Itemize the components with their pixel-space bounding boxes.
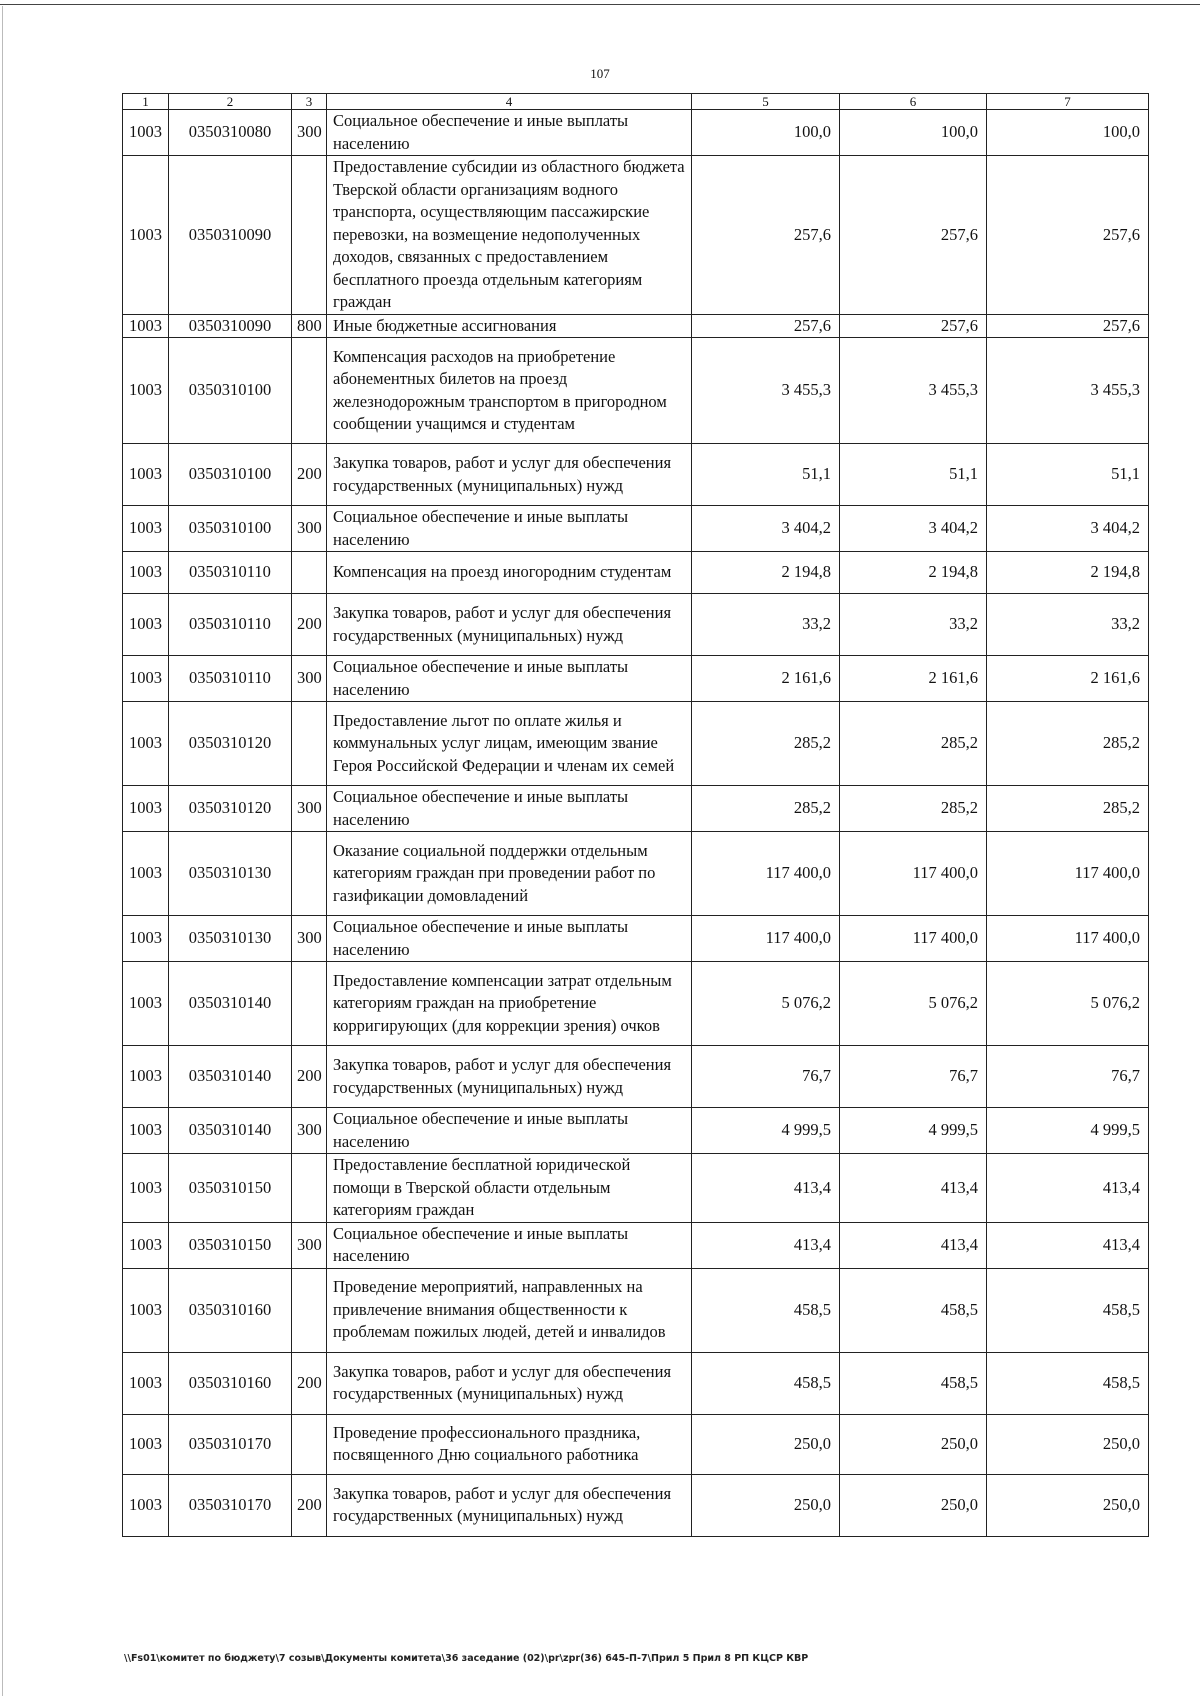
section-cell: 1003	[123, 1474, 169, 1536]
target-code-cell: 0350310130	[169, 916, 292, 962]
section-cell: 1003	[123, 552, 169, 594]
section-cell: 1003	[123, 962, 169, 1046]
amount-col6-cell: 2 161,6	[840, 656, 987, 702]
section-cell: 1003	[123, 1154, 169, 1223]
amount-col5-cell: 2 194,8	[692, 552, 840, 594]
amount-col5-cell: 100,0	[692, 110, 840, 156]
amount-col7-cell: 2 161,6	[987, 656, 1149, 702]
item-name-cell: Предоставление компенсации затрат отдельным категориям граждан на приобретение корригирующих (для коррекции зрения) очков	[327, 962, 692, 1046]
item-name-cell: Предоставление бесплатной юридической помощи в Тверской области отдельным категориям граждан	[327, 1154, 692, 1223]
item-name-cell: Иные бюджетные ассигнования	[327, 314, 692, 338]
amount-col5-cell: 257,6	[692, 156, 840, 315]
amount-col5-cell: 2 161,6	[692, 656, 840, 702]
amount-col5-cell: 458,5	[692, 1268, 840, 1352]
table-row	[123, 110, 1149, 156]
expense-type-cell	[292, 338, 327, 444]
header-row	[123, 94, 1149, 110]
expense-type-cell: 300	[292, 1222, 327, 1268]
amount-col6-cell: 413,4	[840, 1154, 987, 1223]
expense-type-cell	[292, 962, 327, 1046]
table-row	[123, 916, 1149, 962]
item-name-cell: Социальное обеспечение и иные выплаты населению	[327, 1108, 692, 1154]
table-row	[123, 1414, 1149, 1474]
section-cell: 1003	[123, 594, 169, 656]
amount-col7-cell: 3 455,3	[987, 338, 1149, 444]
target-code-cell: 0350310080	[169, 110, 292, 156]
section-cell: 1003	[123, 916, 169, 962]
table-row	[123, 1352, 1149, 1414]
table-row	[123, 1046, 1149, 1108]
amount-col6-cell: 76,7	[840, 1046, 987, 1108]
amount-col6-cell: 100,0	[840, 110, 987, 156]
header-col-2: 2	[169, 94, 292, 110]
target-code-cell: 0350310100	[169, 506, 292, 552]
target-code-cell: 0350310170	[169, 1414, 292, 1474]
item-name-cell: Компенсация на проезд иногородним студентам	[327, 552, 692, 594]
amount-col7-cell: 458,5	[987, 1268, 1149, 1352]
amount-col6-cell: 250,0	[840, 1414, 987, 1474]
amount-col5-cell: 4 999,5	[692, 1108, 840, 1154]
expense-type-cell: 300	[292, 506, 327, 552]
section-cell: 1003	[123, 314, 169, 338]
item-name-cell: Компенсация расходов на приобретение абонементных билетов на проезд железнодорожным транспортом в пригородном сообщении учащимся и студентам	[327, 338, 692, 444]
amount-col5-cell: 33,2	[692, 594, 840, 656]
header-col-7: 7	[987, 94, 1149, 110]
amount-col5-cell: 413,4	[692, 1222, 840, 1268]
target-code-cell: 0350310130	[169, 832, 292, 916]
item-name-cell: Социальное обеспечение и иные выплаты населению	[327, 656, 692, 702]
amount-col6-cell: 117 400,0	[840, 916, 987, 962]
expense-type-cell	[292, 832, 327, 916]
item-name-cell: Закупка товаров, работ и услуг для обеспечения государственных (муниципальных) нужд	[327, 1474, 692, 1536]
table-row	[123, 314, 1149, 338]
amount-col5-cell: 250,0	[692, 1414, 840, 1474]
expense-type-cell: 200	[292, 444, 327, 506]
section-cell: 1003	[123, 110, 169, 156]
expense-type-cell	[292, 1414, 327, 1474]
section-cell: 1003	[123, 1352, 169, 1414]
item-name-cell: Социальное обеспечение и иные выплаты населению	[327, 786, 692, 832]
target-code-cell: 0350310090	[169, 314, 292, 338]
target-code-cell: 0350310140	[169, 1046, 292, 1108]
section-cell: 1003	[123, 338, 169, 444]
amount-col6-cell: 4 999,5	[840, 1108, 987, 1154]
header-col-1: 1	[123, 94, 169, 110]
target-code-cell: 0350310100	[169, 444, 292, 506]
amount-col6-cell: 51,1	[840, 444, 987, 506]
section-cell: 1003	[123, 1268, 169, 1352]
table-row	[123, 1108, 1149, 1154]
amount-col5-cell: 117 400,0	[692, 916, 840, 962]
amount-col7-cell: 5 076,2	[987, 962, 1149, 1046]
amount-col7-cell: 100,0	[987, 110, 1149, 156]
amount-col7-cell: 76,7	[987, 1046, 1149, 1108]
page-number: 107	[590, 66, 610, 81]
footer-file-path: \\Fs01\комитет по бюджету\7 созыв\Документы комитета\36 заседание (02)\pr\zpr(36) 645-П-7\Прил 5 Прил 8 РП КЦСР КВР	[124, 1653, 809, 1664]
amount-col6-cell: 250,0	[840, 1474, 987, 1536]
table-row	[123, 444, 1149, 506]
item-name-cell: Предоставление субсидии из областного бюджета Тверской области организациям водного транспорта, осуществляющим пассажирские перевозки, на возмещение недополученных доходов, связанных с предоставлением бесплатного проезда отдельным категориям граждан	[327, 156, 692, 315]
amount-col5-cell: 413,4	[692, 1154, 840, 1223]
amount-col7-cell: 117 400,0	[987, 832, 1149, 916]
expense-type-cell: 300	[292, 656, 327, 702]
amount-col7-cell: 413,4	[987, 1154, 1149, 1223]
amount-col5-cell: 5 076,2	[692, 962, 840, 1046]
amount-col7-cell: 51,1	[987, 444, 1149, 506]
table-row	[123, 962, 1149, 1046]
amount-col7-cell: 413,4	[987, 1222, 1149, 1268]
amount-col5-cell: 458,5	[692, 1352, 840, 1414]
table-row	[123, 832, 1149, 916]
table-row	[123, 156, 1149, 315]
section-cell: 1003	[123, 1414, 169, 1474]
amount-col7-cell: 458,5	[987, 1352, 1149, 1414]
amount-col7-cell: 3 404,2	[987, 506, 1149, 552]
section-cell: 1003	[123, 444, 169, 506]
section-cell: 1003	[123, 1046, 169, 1108]
header-col-5: 5	[692, 94, 840, 110]
item-name-cell: Социальное обеспечение и иные выплаты населению	[327, 916, 692, 962]
header-col-3: 3	[292, 94, 327, 110]
table-row	[123, 702, 1149, 786]
amount-col5-cell: 117 400,0	[692, 832, 840, 916]
amount-col5-cell: 76,7	[692, 1046, 840, 1108]
amount-col5-cell: 285,2	[692, 702, 840, 786]
expense-type-cell: 800	[292, 314, 327, 338]
section-cell: 1003	[123, 832, 169, 916]
amount-col7-cell: 117 400,0	[987, 916, 1149, 962]
expense-type-cell	[292, 1268, 327, 1352]
section-cell: 1003	[123, 1222, 169, 1268]
amount-col6-cell: 285,2	[840, 786, 987, 832]
expense-type-cell: 200	[292, 594, 327, 656]
amount-col6-cell: 2 194,8	[840, 552, 987, 594]
item-name-cell: Закупка товаров, работ и услуг для обеспечения государственных (муниципальных) нужд	[327, 444, 692, 506]
expense-type-cell	[292, 156, 327, 315]
item-name-cell: Социальное обеспечение и иные выплаты населению	[327, 110, 692, 156]
target-code-cell: 0350310110	[169, 594, 292, 656]
expense-type-cell: 200	[292, 1474, 327, 1536]
amount-col7-cell: 285,2	[987, 702, 1149, 786]
amount-col7-cell: 257,6	[987, 314, 1149, 338]
amount-col6-cell: 257,6	[840, 156, 987, 315]
table-row	[123, 594, 1149, 656]
scan-edge-top	[0, 0, 1200, 5]
amount-col7-cell: 250,0	[987, 1414, 1149, 1474]
target-code-cell: 0350310110	[169, 656, 292, 702]
target-code-cell: 0350310160	[169, 1268, 292, 1352]
section-cell: 1003	[123, 156, 169, 315]
amount-col6-cell: 3 404,2	[840, 506, 987, 552]
amount-col6-cell: 3 455,3	[840, 338, 987, 444]
target-code-cell: 0350310150	[169, 1222, 292, 1268]
expense-type-cell: 300	[292, 916, 327, 962]
target-code-cell: 0350310150	[169, 1154, 292, 1223]
table-row	[123, 786, 1149, 832]
target-code-cell: 0350310170	[169, 1474, 292, 1536]
item-name-cell: Закупка товаров, работ и услуг для обеспечения государственных (муниципальных) нужд	[327, 1046, 692, 1108]
item-name-cell: Социальное обеспечение и иные выплаты населению	[327, 506, 692, 552]
amount-col6-cell: 5 076,2	[840, 962, 987, 1046]
amount-col6-cell: 458,5	[840, 1268, 987, 1352]
expense-type-cell	[292, 1154, 327, 1223]
amount-col6-cell: 257,6	[840, 314, 987, 338]
target-code-cell: 0350310100	[169, 338, 292, 444]
amount-col7-cell: 250,0	[987, 1474, 1149, 1536]
expense-type-cell: 300	[292, 786, 327, 832]
table-row	[123, 1268, 1149, 1352]
amount-col7-cell: 285,2	[987, 786, 1149, 832]
amount-col7-cell: 33,2	[987, 594, 1149, 656]
amount-col6-cell: 458,5	[840, 1352, 987, 1414]
expense-type-cell: 300	[292, 110, 327, 156]
amount-col6-cell: 285,2	[840, 702, 987, 786]
amount-col5-cell: 3 455,3	[692, 338, 840, 444]
table-body	[123, 110, 1149, 1537]
header-col-6: 6	[840, 94, 987, 110]
section-cell: 1003	[123, 1108, 169, 1154]
item-name-cell: Проведение профессионального праздника, посвященного Дню социального работника	[327, 1414, 692, 1474]
section-cell: 1003	[123, 702, 169, 786]
target-code-cell: 0350310090	[169, 156, 292, 315]
table-header	[123, 94, 1149, 110]
amount-col5-cell: 257,6	[692, 314, 840, 338]
amount-col6-cell: 117 400,0	[840, 832, 987, 916]
budget-table	[122, 93, 1149, 1537]
amount-col5-cell: 51,1	[692, 444, 840, 506]
table-row	[123, 656, 1149, 702]
scan-edge-left	[2, 6, 5, 1696]
expense-type-cell	[292, 552, 327, 594]
table-row	[123, 1474, 1149, 1536]
table-row	[123, 1222, 1149, 1268]
table-row	[123, 506, 1149, 552]
amount-col6-cell: 33,2	[840, 594, 987, 656]
amount-col6-cell: 413,4	[840, 1222, 987, 1268]
expense-type-cell: 300	[292, 1108, 327, 1154]
item-name-cell: Предоставление льгот по оплате жилья и коммунальных услуг лицам, имеющим звание Героя Российской Федерации и членам их семей	[327, 702, 692, 786]
item-name-cell: Социальное обеспечение и иные выплаты населению	[327, 1222, 692, 1268]
table-row	[123, 338, 1149, 444]
table-row	[123, 1154, 1149, 1223]
expense-type-cell: 200	[292, 1352, 327, 1414]
header-col-4: 4	[327, 94, 692, 110]
item-name-cell: Закупка товаров, работ и услуг для обеспечения государственных (муниципальных) нужд	[327, 1352, 692, 1414]
expense-type-cell	[292, 702, 327, 786]
amount-col5-cell: 3 404,2	[692, 506, 840, 552]
table-row	[123, 552, 1149, 594]
section-cell: 1003	[123, 786, 169, 832]
amount-col7-cell: 257,6	[987, 156, 1149, 315]
item-name-cell: Проведение мероприятий, направленных на привлечение внимания общественности к проблемам пожилых людей, детей и инвалидов	[327, 1268, 692, 1352]
section-cell: 1003	[123, 506, 169, 552]
amount-col7-cell: 2 194,8	[987, 552, 1149, 594]
expense-type-cell: 200	[292, 1046, 327, 1108]
section-cell: 1003	[123, 656, 169, 702]
item-name-cell: Оказание социальной поддержки отдельным категориям граждан при проведении работ по газификации домовладений	[327, 832, 692, 916]
target-code-cell: 0350310120	[169, 702, 292, 786]
target-code-cell: 0350310160	[169, 1352, 292, 1414]
target-code-cell: 0350310120	[169, 786, 292, 832]
target-code-cell: 0350310110	[169, 552, 292, 594]
target-code-cell: 0350310140	[169, 962, 292, 1046]
amount-col5-cell: 250,0	[692, 1474, 840, 1536]
item-name-cell: Закупка товаров, работ и услуг для обеспечения государственных (муниципальных) нужд	[327, 594, 692, 656]
amount-col7-cell: 4 999,5	[987, 1108, 1149, 1154]
amount-col5-cell: 285,2	[692, 786, 840, 832]
target-code-cell: 0350310140	[169, 1108, 292, 1154]
